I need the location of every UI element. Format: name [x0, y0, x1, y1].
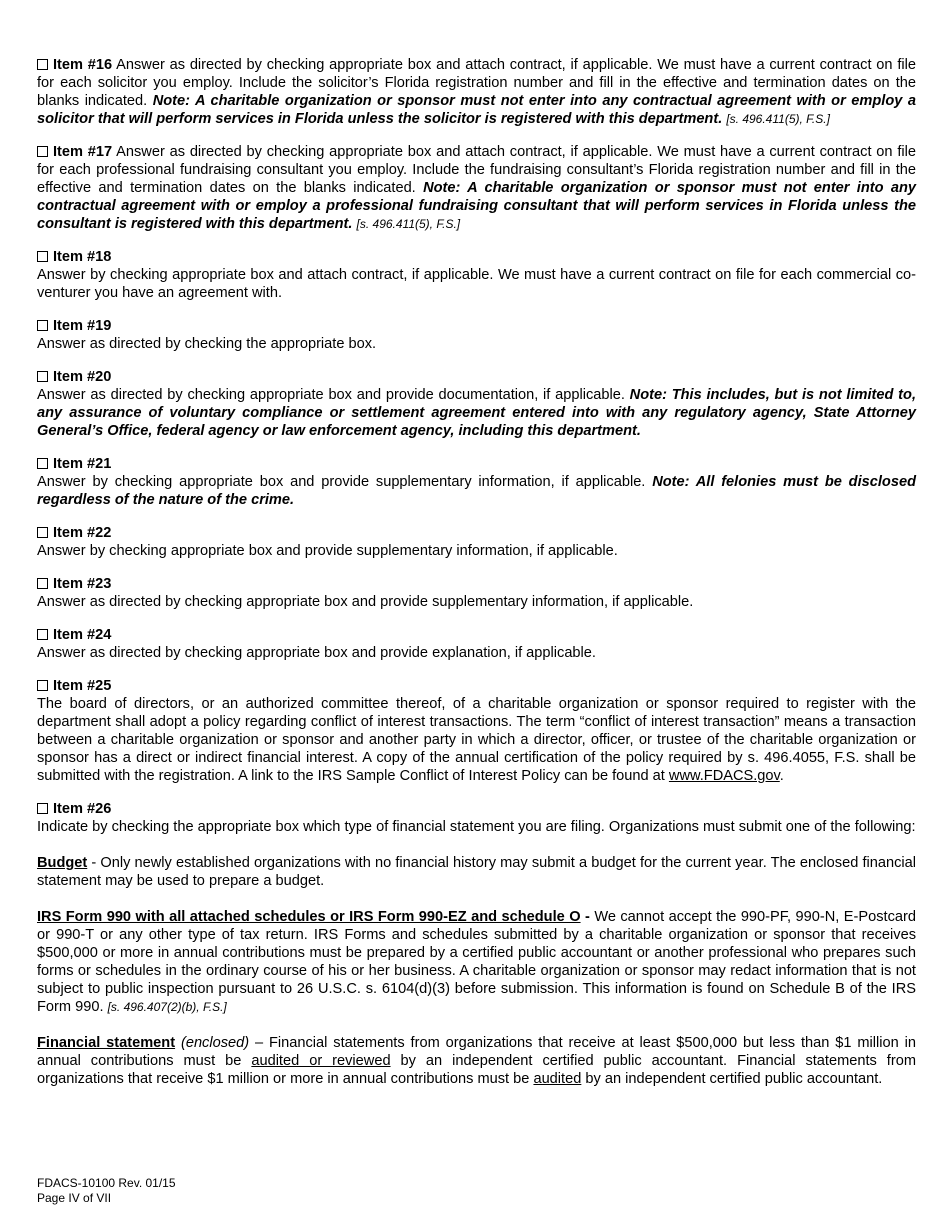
item-19: [37, 317, 916, 353]
item-18-body: Answer by checking appropriate box and attach contract, if applicable. We must have a current contract on file for each commercial co-venturer you have an agreement with.: [37, 267, 916, 301]
irs-form-citation: [s. 496.407(2)(b), F.S.]: [107, 1000, 227, 1014]
item-26-body: Indicate by checking the appropriate box which type of financial statement you are filing. Organizations must submit one of the following:: [37, 819, 916, 835]
item-25-title: Item #25: [53, 678, 112, 694]
item-16: [37, 56, 916, 128]
financial-statement-text-1: – Financial statements from organizations that receive at least $500,000 but less than $1 million in annual contributions must be: [37, 1035, 916, 1069]
item-24-title: Item #24: [53, 627, 112, 643]
instructions-content: [37, 56, 916, 1103]
item-23-heading: [37, 575, 916, 593]
item-20-paragraph: [37, 386, 916, 440]
budget-paragraph: [37, 854, 916, 890]
item-25-paragraph: [37, 695, 916, 785]
financial-statement-text-3: by an independent certified public accountant.: [581, 1071, 883, 1087]
page-number: Page IV of VII: [37, 1190, 112, 1205]
irs-form-label: IRS Form 990 with all attached schedules or IRS Form 990-EZ and schedule O: [37, 909, 581, 925]
irs-form-dash: -: [580, 909, 595, 925]
irs-form-paragraph: [37, 908, 916, 1016]
financial-statement-text-2: by an independent certified public accountant. Financial statements from organizations that receive $1 million or more in annual contributions must be: [37, 1053, 916, 1087]
checkbox-icon: [37, 59, 48, 70]
budget-label: Budget: [37, 855, 88, 871]
item-17: [37, 143, 916, 233]
form-id: FDACS-10100 Rev. 01/15: [37, 1176, 176, 1190]
item-21-title: Item #21: [53, 456, 112, 472]
item-26-heading: [37, 800, 916, 818]
checkbox-icon: [37, 320, 48, 331]
item-24-heading: [37, 626, 916, 644]
item-17-citation: [s. 496.411(5), F.S.]: [356, 217, 461, 231]
item-23-title: Item #23: [53, 576, 112, 592]
item-20: [37, 368, 916, 440]
item-18-title: Item #18: [53, 249, 112, 265]
checkbox-icon: [37, 680, 48, 691]
item-22-title: Item #22: [53, 525, 112, 541]
page-footer: [37, 1176, 176, 1205]
item-23-body: Answer as directed by checking appropriate box and provide supplementary information, if applicable.: [37, 594, 694, 610]
item-19-heading: [37, 317, 916, 335]
checkbox-icon: [37, 629, 48, 640]
audited-or-reviewed: audited or reviewed: [251, 1053, 391, 1069]
checkbox-icon: [37, 578, 48, 589]
financial-statement-enclosed: (enclosed): [180, 1035, 250, 1051]
item-16-note: Note: A charitable organization or sponsor must not enter into any contractual agreement with or employ a solicitor that will perform services in Florida unless the solicitor is registered with this department.: [37, 93, 916, 127]
item-25-end: .: [779, 768, 784, 784]
financial-statement-paragraph: [37, 1034, 916, 1088]
item-23: [37, 575, 916, 611]
item-17-body: Answer as directed by checking appropriate box and attach contract, if applicable. We must have a current contract on file for each professional fundraising consultant you employ. Include the fundraising consultant’s Florida registration number and fill in the effective and termination dates on the blanks indicated.: [37, 144, 916, 196]
item-19-body: Answer as directed by checking the appropriate box.: [37, 336, 377, 352]
checkbox-icon: [37, 146, 48, 157]
item-20-note: Note: This includes, but is not limited to, any assurance of voluntary compliance or settlement agreement entered into with any regulatory agency, State Attorney General’s Office, federal agency or law enforcement agency, including this department.: [37, 387, 916, 439]
item-16-paragraph: [37, 56, 916, 128]
financial-statement-label: Financial statement: [37, 1035, 176, 1051]
fdacs-link[interactable]: www.FDACS.gov: [668, 768, 780, 784]
item-25-body: The board of directors, or an authorized committee thereof, of a charitable organization or sponsor required to register with the department shall adopt a policy regarding conflict of interest transactions. The term “conflict of interest transaction” means a transaction between a charitable organization or sponsor and another party in which a director, officer, or trustee of the charitable organization or sponsor has a direct or indirect financial interest. A copy of the annual certification of the policy required by s. 496.4055, F.S. shall be submitted with the registration. A link to the IRS Sample Conflict of Interest Policy can be found at: [37, 696, 916, 784]
item-19-title: Item #19: [53, 318, 112, 334]
item-22-heading: [37, 524, 916, 542]
item-21-note: Note: All felonies must be disclosed regardless of the nature of the crime.: [37, 474, 916, 508]
item-16-body: Answer as directed by checking appropriate box and attach contract, if applicable. We must have a current contract on file for each solicitor you employ. Include the solicitor’s Florida registration number and fill in the effective and termination dates on the blanks indicated.: [37, 57, 916, 109]
item-22: [37, 524, 916, 560]
item-17-note: Note: A charitable organization or sponsor must not enter into any contractual agreement with or employ a professional fundraising consultant that will perform services in Florida unless the consultant is registered with this department.: [37, 180, 917, 232]
item-20-heading: [37, 368, 916, 386]
item-20-title: Item #20: [53, 369, 112, 385]
item-21-body: Answer by checking appropriate box and provide supplementary information, if applicable.: [37, 474, 646, 490]
item-17-paragraph: [37, 143, 916, 233]
item-25-heading: [37, 677, 916, 695]
item-22-body: Answer by checking appropriate box and provide supplementary information, if applicable.: [37, 543, 618, 559]
checkbox-icon: [37, 251, 48, 262]
item-17-title: Item #17: [53, 144, 113, 160]
checkbox-icon: [37, 803, 48, 814]
item-21-paragraph: [37, 473, 916, 509]
item-21-heading: [37, 455, 916, 473]
checkbox-icon: [37, 371, 48, 382]
item-18: [37, 248, 916, 302]
item-26-title: Item #26: [53, 801, 112, 817]
item-20-body: Answer as directed by checking appropriate box and provide documentation, if applicable.: [37, 387, 625, 403]
checkbox-icon: [37, 527, 48, 538]
item-16-citation: [s. 496.411(5), F.S.]: [726, 112, 830, 126]
item-24-body: Answer as directed by checking appropriate box and provide explanation, if applicable.: [37, 645, 596, 661]
item-25: [37, 677, 916, 785]
item-21: [37, 455, 916, 509]
budget-text: - Only newly established organizations with no financial history may submit a budget for the current year. The enclosed financial statement may be used to prepare a budget.: [37, 855, 916, 889]
item-24: [37, 626, 916, 662]
item-26: [37, 800, 916, 1088]
checkbox-icon: [37, 458, 48, 469]
item-16-title: Item #16: [53, 57, 113, 73]
audited: audited: [533, 1071, 582, 1087]
item-18-heading: [37, 248, 916, 266]
irs-form-text: We cannot accept the 990-PF, 990-N, E-Postcard or 990-T or any other type of tax return. IRS Forms and schedules submitted by a charitable organization or sponsor that receives $500,000 or more in annual contributions must be prepared by a certified public accountant or another professional who prepares such forms or schedules in the ordinary course of his or her business. A charitable organization or sponsor may redact information that is not subject to public inspection pursuant to 26 U.S.C. s. 6104(d)(3) before submission. This information is found on Schedule B of the IRS Form 990.: [37, 909, 916, 1015]
